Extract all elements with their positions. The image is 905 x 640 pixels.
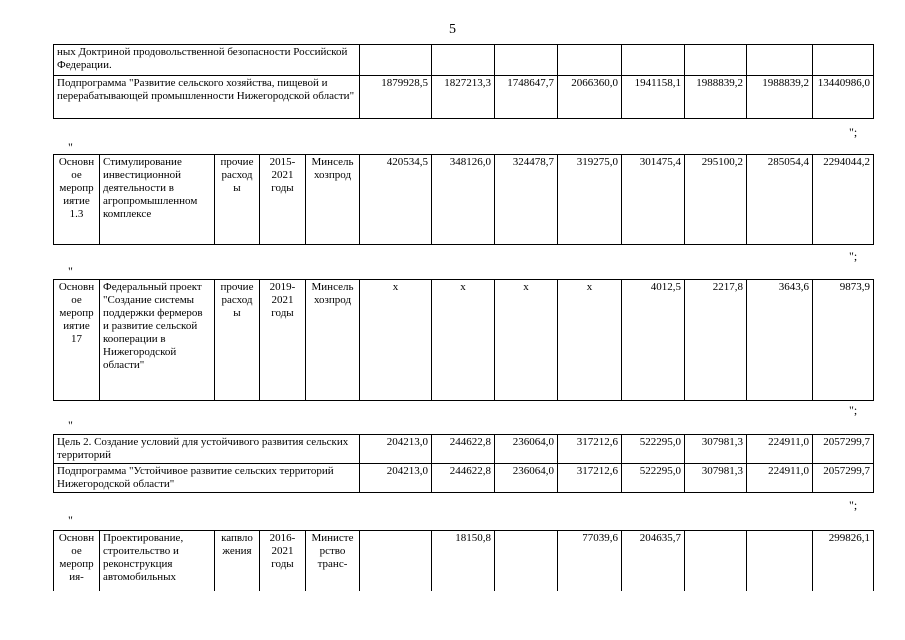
value-cell: 236064,0 [495, 464, 558, 493]
value-cell [685, 45, 747, 76]
value-cell: 3643,6 [747, 280, 813, 401]
executor: Минсельхозпрод [306, 280, 360, 401]
closing-quote-mark: "; [849, 125, 858, 139]
value-cell [685, 531, 747, 591]
closing-quote-mark: "; [849, 498, 858, 512]
value-cell [432, 45, 495, 76]
table-measure-17 [53, 279, 874, 401]
closing-quote-mark: "; [849, 249, 858, 263]
table-row [54, 531, 874, 591]
row-description: Цель 2. Создание условий для устойчивого развития сельских территорий [54, 435, 360, 464]
value-cell: 299826,1 [813, 531, 874, 591]
value-cell: 2057299,7 [813, 464, 874, 493]
table-row [54, 464, 874, 493]
value-cell: x [432, 280, 495, 401]
value-cell: 1748647,7 [495, 76, 558, 119]
value-cell: 307981,3 [685, 435, 747, 464]
measure-number: Основное мероприя- [54, 531, 100, 591]
page-number: 5 [449, 22, 456, 37]
value-cell: 224911,0 [747, 464, 813, 493]
expense-type: капвложения [215, 531, 260, 591]
closing-quote-mark: "; [849, 403, 858, 417]
value-cell: 236064,0 [495, 435, 558, 464]
expense-type: прочие расходы [215, 155, 260, 245]
row-description: ных Доктриной продовольственной безопасности Российской Федерации. [54, 45, 360, 76]
value-cell: 301475,4 [622, 155, 685, 245]
row-description: Подпрограмма "Развитие сельского хозяйства, пищевой и перерабатывающей промышленности Нижегородской области" [54, 76, 360, 119]
table-row [54, 45, 874, 76]
value-cell: x [558, 280, 622, 401]
value-cell: 295100,2 [685, 155, 747, 245]
expense-type: прочие расходы [215, 280, 260, 401]
value-cell: 9873,9 [813, 280, 874, 401]
table-row [54, 76, 874, 119]
value-cell [360, 531, 432, 591]
measure-title: Стимулирование инвестиционной деятельности в агропромышленном комплексе [100, 155, 215, 245]
value-cell [495, 531, 558, 591]
table-subprogram-agriculture [53, 44, 874, 119]
value-cell: x [495, 280, 558, 401]
value-cell: 204213,0 [360, 464, 432, 493]
measure-number: Основное мероприятие 17 [54, 280, 100, 401]
value-cell: 244622,8 [432, 435, 495, 464]
value-cell: 317212,6 [558, 435, 622, 464]
value-cell [813, 45, 874, 76]
value-cell: 522295,0 [622, 464, 685, 493]
value-cell: 2217,8 [685, 280, 747, 401]
value-cell [495, 45, 558, 76]
table-row [54, 435, 874, 464]
value-cell: 77039,6 [558, 531, 622, 591]
opening-quote-mark: " [68, 264, 73, 278]
value-cell: 18150,8 [432, 531, 495, 591]
value-cell: 2066360,0 [558, 76, 622, 119]
value-cell: 204635,7 [622, 531, 685, 591]
value-cell: 319275,0 [558, 155, 622, 245]
value-cell: 324478,7 [495, 155, 558, 245]
opening-quote-mark: " [68, 418, 73, 432]
measure-title: Проектирование, строительство и реконструкция автомобильных [100, 531, 215, 591]
period: 2015-2021 годы [260, 155, 306, 245]
table-row [54, 280, 874, 401]
value-cell [558, 45, 622, 76]
measure-number: Основное мероприятие 1.3 [54, 155, 100, 245]
value-cell: 420534,5 [360, 155, 432, 245]
value-cell: 348126,0 [432, 155, 495, 245]
period: 2019-2021 годы [260, 280, 306, 401]
value-cell: 2057299,7 [813, 435, 874, 464]
value-cell: 1988839,2 [747, 76, 813, 119]
table-measure-1-3 [53, 154, 874, 245]
value-cell: 1879928,5 [360, 76, 432, 119]
value-cell: 4012,5 [622, 280, 685, 401]
table-goal-2 [53, 434, 874, 493]
value-cell: 13440986,0 [813, 76, 874, 119]
executor: Министерство транс- [306, 531, 360, 591]
value-cell: 522295,0 [622, 435, 685, 464]
opening-quote-mark: " [68, 513, 73, 527]
value-cell: 1827213,3 [432, 76, 495, 119]
value-cell [747, 531, 813, 591]
value-cell: 285054,4 [747, 155, 813, 245]
value-cell [622, 45, 685, 76]
value-cell: 224911,0 [747, 435, 813, 464]
value-cell: x [360, 280, 432, 401]
value-cell: 1988839,2 [685, 76, 747, 119]
period: 2016-2021 годы [260, 531, 306, 591]
value-cell: 317212,6 [558, 464, 622, 493]
table-measure-roads [53, 530, 874, 591]
row-description: Подпрограмма "Устойчивое развитие сельских территорий Нижегородской области" [54, 464, 360, 493]
measure-title: Федеральный проект "Создание системы поддержки фермеров и развитие сельской кооперации в Нижегородской области" [100, 280, 215, 401]
executor: Минсельхозпрод [306, 155, 360, 245]
value-cell: 307981,3 [685, 464, 747, 493]
value-cell: 1941158,1 [622, 76, 685, 119]
value-cell [360, 45, 432, 76]
value-cell [747, 45, 813, 76]
opening-quote-mark: " [68, 140, 73, 154]
value-cell: 2294044,2 [813, 155, 874, 245]
value-cell: 204213,0 [360, 435, 432, 464]
value-cell: 244622,8 [432, 464, 495, 493]
table-row [54, 155, 874, 245]
